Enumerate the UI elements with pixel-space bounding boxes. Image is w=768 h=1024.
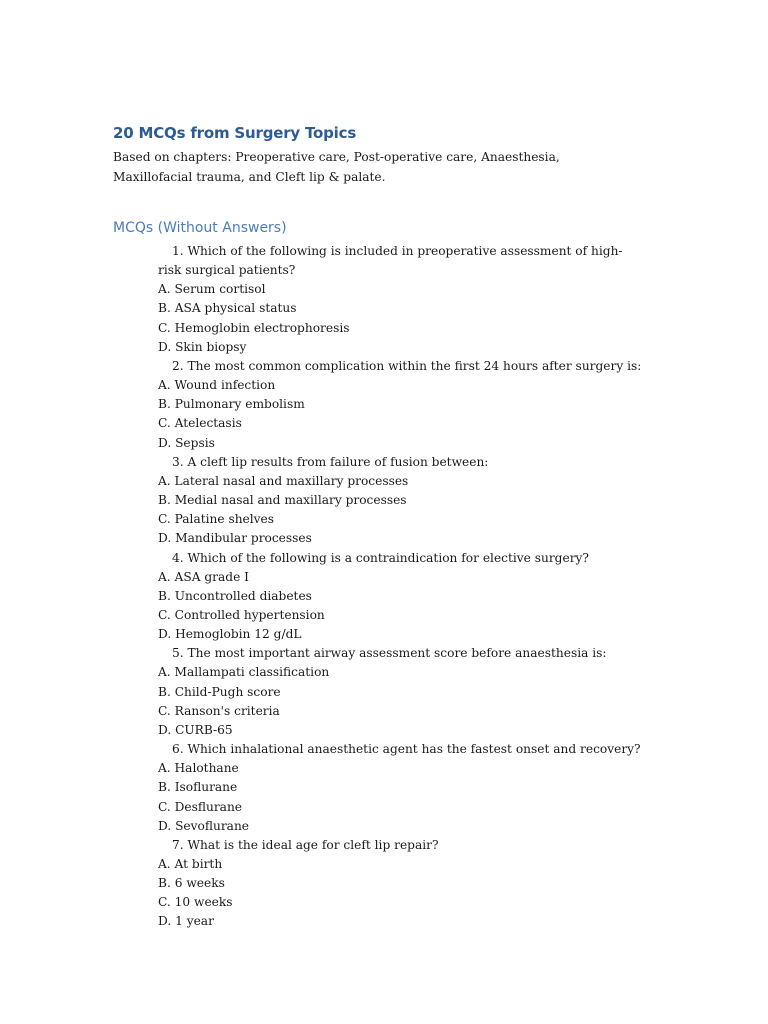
question-1 [158, 242, 628, 357]
option-b: B. ASA physical status [158, 301, 297, 316]
question-2 [158, 357, 642, 453]
option-c: C. Palatine shelves [158, 512, 275, 527]
option-a: A. At birth [158, 857, 223, 871]
option-c: C. Desflurane [158, 799, 243, 814]
question-5 [158, 644, 628, 740]
option-d: D. Sepsis [158, 435, 215, 450]
question-stem: 3. A cleft lip results from failure of fusion between: [172, 454, 489, 469]
option-c: C. Atelectasis [158, 416, 242, 431]
option-d: D. Skin biopsy [158, 339, 247, 354]
question-stem: 1. Which of the following is included in preoperative assessment of high-risk surgical patients? [158, 244, 623, 278]
option-c: C. 10 weeks [158, 895, 233, 910]
option-a: A. Wound infection [158, 378, 276, 393]
question-stem: 2. The most common complication within the first 24 hours after surgery is: [172, 358, 642, 373]
question-4 [158, 549, 628, 645]
question-stem: 7. What is the ideal age for cleft lip repair? [172, 837, 439, 852]
document-title: 20 MCQs from Surgery Topics [113, 124, 357, 142]
option-d: D. Hemoglobin 12 g/dL [158, 627, 302, 642]
question-list [158, 242, 642, 932]
option-b: B. Uncontrolled diabetes [158, 588, 312, 603]
question-7 [158, 836, 628, 932]
question-stem: 5. The most important airway assessment score before anaesthesia is: [172, 646, 607, 661]
question-stem: 6. Which inhalational anaesthetic agent has the fastest onset and recovery? [172, 742, 641, 757]
question-3 [158, 453, 628, 549]
option-b: B. Child-Pugh score [158, 684, 281, 699]
option-c: C. Ranson's criteria [158, 703, 280, 718]
option-a: A. Serum cortisol [158, 282, 266, 297]
option-b: B. Medial nasal and maxillary processes [158, 493, 407, 508]
option-a: A. Mallampati classification [158, 665, 330, 680]
option-a: A. Halothane [158, 761, 239, 776]
question-stem: 4. Which of the following is a contraindication for elective surgery? [172, 550, 589, 565]
option-b: B. Isoflurane [158, 780, 238, 795]
option-d: D. Mandibular processes [158, 531, 312, 546]
section-heading: MCQs (Without Answers) [113, 220, 287, 236]
option-c: C. Hemoglobin electrophoresis [158, 320, 350, 335]
option-d: D. 1 year [158, 914, 214, 929]
option-c: C. Controlled hypertension [158, 607, 325, 622]
option-d: D. CURB-65 [158, 722, 233, 737]
option-b: B. 6 weeks [158, 876, 225, 891]
option-d: D. Sevoflurane [158, 818, 250, 833]
question-6 [158, 740, 641, 836]
option-b: B. Pulmonary embolism [158, 397, 305, 412]
intro-paragraph: Based on chapters: Preoperative care, Post-operative care, Anaesthesia, Maxillofacial trauma, and Cleft lip & palate. [113, 150, 560, 184]
option-a: A. ASA grade I [158, 569, 249, 584]
option-a: A. Lateral nasal and maxillary processes [158, 473, 409, 488]
